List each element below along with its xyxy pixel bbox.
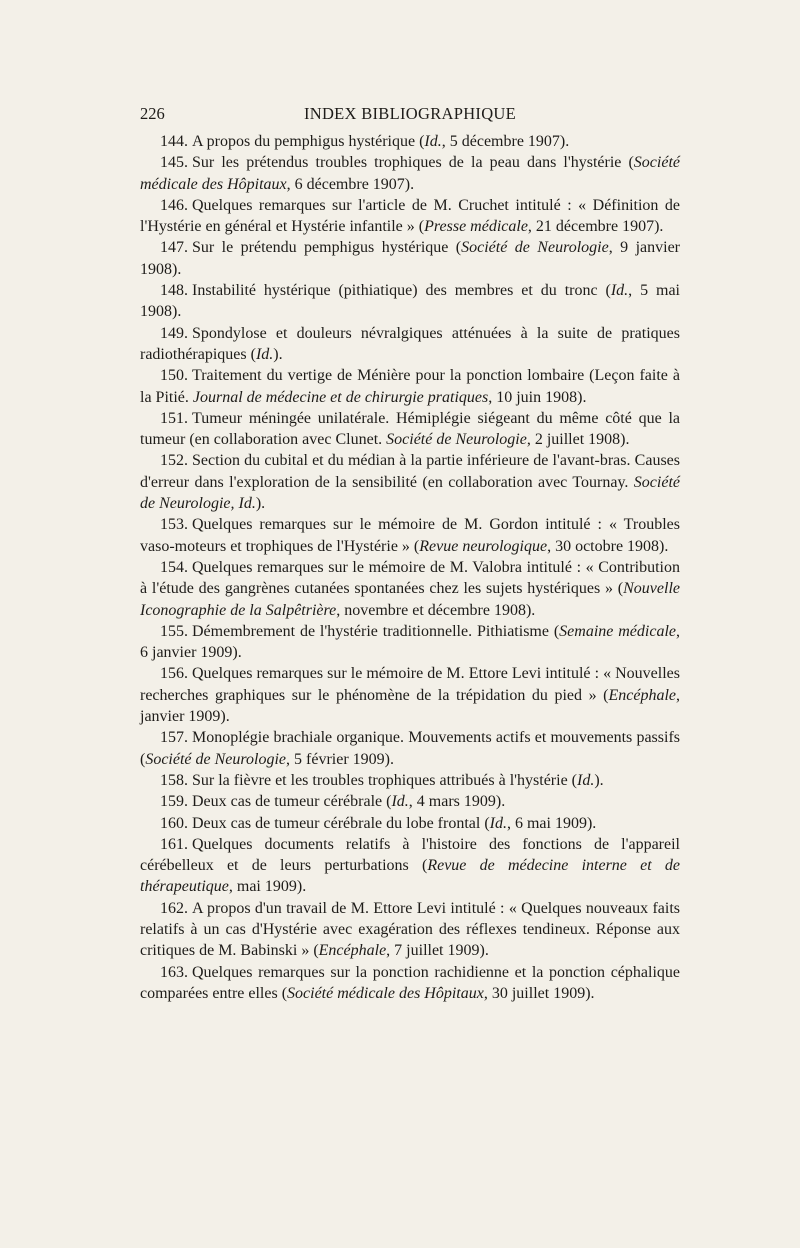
bibliography-entry [140, 663, 680, 727]
entry-number: 162. [160, 899, 188, 917]
bibliography-list [140, 131, 680, 1004]
running-title: INDEX BIBLIOGRAPHIQUE [303, 104, 517, 123]
entry-source-title: Id. [424, 133, 442, 150]
entry-text: Sur les prétendus troubles trophiques de la peau dans l'hystérie ( [192, 154, 634, 172]
entry-number: 161. [160, 835, 188, 853]
entry-number: 146. [160, 196, 188, 214]
entry-number: 158. [160, 771, 188, 789]
bibliography-entry [140, 834, 680, 898]
entry-source-title: Id. [255, 345, 274, 363]
entry-text: , 21 décembre 1907). [527, 218, 664, 236]
entry-text: , janvier 1909). [140, 686, 680, 726]
bibliography-entry [140, 450, 680, 514]
entry-text: Deux cas de tumeur cérébrale ( [192, 793, 392, 811]
bibliography-entry [140, 152, 680, 195]
bibliography-entry [140, 280, 680, 323]
bibliography-entry [140, 195, 680, 238]
entry-text: Monoplégie brachiale organique. Mouvements actifs et mouvements passifs ( [140, 729, 680, 768]
entry-number: 153. [160, 516, 188, 534]
entry-text: , 9 janvier 1908). [140, 239, 680, 278]
entry-text: , mai 1909). [228, 878, 307, 896]
entry-source-title: Société médicale des Hôpitaux [287, 984, 484, 1002]
entry-number: 154. [160, 558, 188, 576]
bibliography-entry [140, 131, 680, 152]
entry-number: 155. [160, 622, 188, 640]
entry-number: 160. [160, 814, 188, 832]
entry-text: Deux cas de tumeur cérébrale du lobe frontal ( [192, 814, 490, 832]
entry-source-title: Société de Neurologie [145, 750, 287, 768]
entry-text: , novembre et décembre 1908). [336, 601, 536, 619]
entry-number: 156. [160, 665, 188, 683]
entry-source-title: Nouvelle Iconographie de la Salpêtrière [140, 580, 680, 619]
bibliography-entry [140, 813, 680, 834]
entry-text: , 5 mai 1908). [140, 282, 680, 321]
entry-text: Quelques remarques sur la ponction rachidienne et la ponction céphalique comparées entre elles ( [140, 963, 680, 1002]
entry-number: 149. [160, 324, 188, 342]
entry-text: Quelques remarques sur l'article de M. Cruchet intitulé : « Définition de l'Hystérie en général et Hystérie infantile » ( [140, 196, 680, 236]
bibliography-entry [140, 365, 680, 408]
entry-text: Section du cubital et du médian à la partie inférieure de l'avant-bras. Causes d'erreur dans l'exploration de la sensibilité (en collaboration avec Tournay. [140, 452, 680, 491]
entry-text: , 6 janvier 1909). [140, 622, 681, 662]
entry-source-title: Id. [610, 282, 629, 300]
entry-text: ). [273, 345, 283, 363]
entry-number: 163. [160, 963, 188, 981]
bibliography-entry [140, 962, 680, 1005]
entry-source-title: Encéphale [608, 686, 676, 704]
entry-text: , 30 octobre 1908). [547, 537, 669, 555]
entry-text: Quelques remarques sur le mémoire de M. Valobra intitulé : « Contribution à l'étude des gangrènes cutanées spontanées chez les sujets hystériques » ( [140, 558, 680, 598]
entry-text: Tumeur méningée unilatérale. Hémiplégie siégeant du même côté que la tumeur (en collaboration avec Clunet. [140, 409, 680, 449]
entry-text: , 7 juillet 1909). [386, 942, 489, 960]
bibliography-entry [140, 237, 680, 280]
entry-number: 150. [160, 367, 188, 385]
entry-text: Instabilité hystérique (pithiatique) des membres et du tronc ( [192, 282, 611, 300]
entry-text: , 6 décembre 1907). [286, 175, 415, 193]
entry-source-title: Société de Neurologie [386, 431, 527, 449]
entry-text: Sur le prétendu pemphigus hystérique ( [192, 239, 462, 257]
entry-text: , 30 juillet 1909). [483, 984, 595, 1002]
bibliography-entry [140, 557, 680, 621]
bibliography-entry [140, 514, 680, 557]
entry-number: 144. [160, 133, 188, 150]
page-header [140, 104, 680, 126]
entry-text: A propos d'un travail de M. Ettore Levi intitulé : « Quelques nouveaux faits relatifs à un cas d'Hystérie avec exagération des réflexes tendineux. Réponse aux critiques de M. Babinski » ( [140, 899, 680, 960]
entry-source-title: Journal de médecine et de chirurgie pratiques [192, 388, 489, 406]
entry-source-title: Société médicale des Hôpitaux [140, 154, 680, 193]
page-number: 226 [140, 104, 165, 123]
entry-source-title: Encéphale [318, 942, 387, 960]
bibliography-entry [140, 770, 680, 791]
entry-text: Spondylose et douleurs névralgiques atténuées à la suite de pratiques radiothérapiques ( [140, 324, 680, 363]
entry-text: Quelques remarques sur le mémoire de M. Gordon intitulé : « Troubles vaso-moteurs et trophiques de l'Hystérie » ( [140, 516, 680, 555]
entry-number: 145. [160, 154, 188, 172]
entry-text: , 2 juillet 1908). [526, 431, 630, 449]
entry-source-title: Semaine médicale [559, 622, 677, 640]
entry-number: 159. [160, 793, 188, 811]
entry-source-title: Revue neurologique [419, 537, 548, 555]
entry-source-title: Id. [391, 793, 409, 811]
entry-text: Quelques remarques sur le mémoire de M. Ettore Levi intitulé : « Nouvelles recherches graphiques sur le phénomène de la trépidation du pied » ( [140, 665, 680, 704]
entry-text: ). [255, 495, 266, 513]
entry-source-title: Revue de médecine interne et de thérapeutique [140, 857, 680, 896]
entry-text: , 6 mai 1909). [506, 814, 597, 832]
entry-text: Sur la fièvre et les troubles trophiques attribués à l'hystérie ( [192, 771, 577, 789]
entry-number: 151. [160, 409, 188, 427]
bibliography-entry [140, 898, 680, 962]
entry-number: 157. [160, 729, 188, 747]
entry-source-title: Id. [577, 771, 595, 789]
bibliography-entry [140, 727, 680, 770]
entry-text: , 4 mars 1909). [408, 793, 506, 811]
bibliography-entry [140, 791, 680, 812]
entry-source-title: Id. [489, 814, 507, 832]
entry-source-title: Société de Neurologie [461, 239, 609, 257]
bibliography-entry [140, 621, 680, 664]
entry-number: 152. [160, 452, 188, 470]
entry-number: 147. [160, 239, 188, 257]
entry-source-title: Presse médicale [424, 218, 528, 236]
entry-text: ). [594, 771, 604, 789]
bibliography-entry [140, 323, 680, 366]
entry-text: Traitement du vertige de Ménière pour la ponction lombaire (Leçon faite à la Pitié. [140, 367, 680, 406]
entry-text: Quelques documents relatifs à l'histoire des fonctions de l'appareil cérébelleux et de leurs perturbations ( [140, 835, 680, 875]
bibliography-entry [140, 408, 680, 451]
entry-text: Démembrement de l'hystérie traditionnelle. Pithiatisme ( [192, 622, 560, 640]
entry-text: , 10 juin 1908). [488, 388, 587, 406]
entry-source-title: Société de Neurologie, Id. [140, 473, 680, 513]
entry-number: 148. [160, 282, 188, 300]
entry-text: , 5 décembre 1907). [441, 133, 570, 150]
entry-text: , 5 février 1909). [286, 750, 394, 768]
entry-text: A propos du pemphigus hystérique ( [192, 133, 425, 150]
